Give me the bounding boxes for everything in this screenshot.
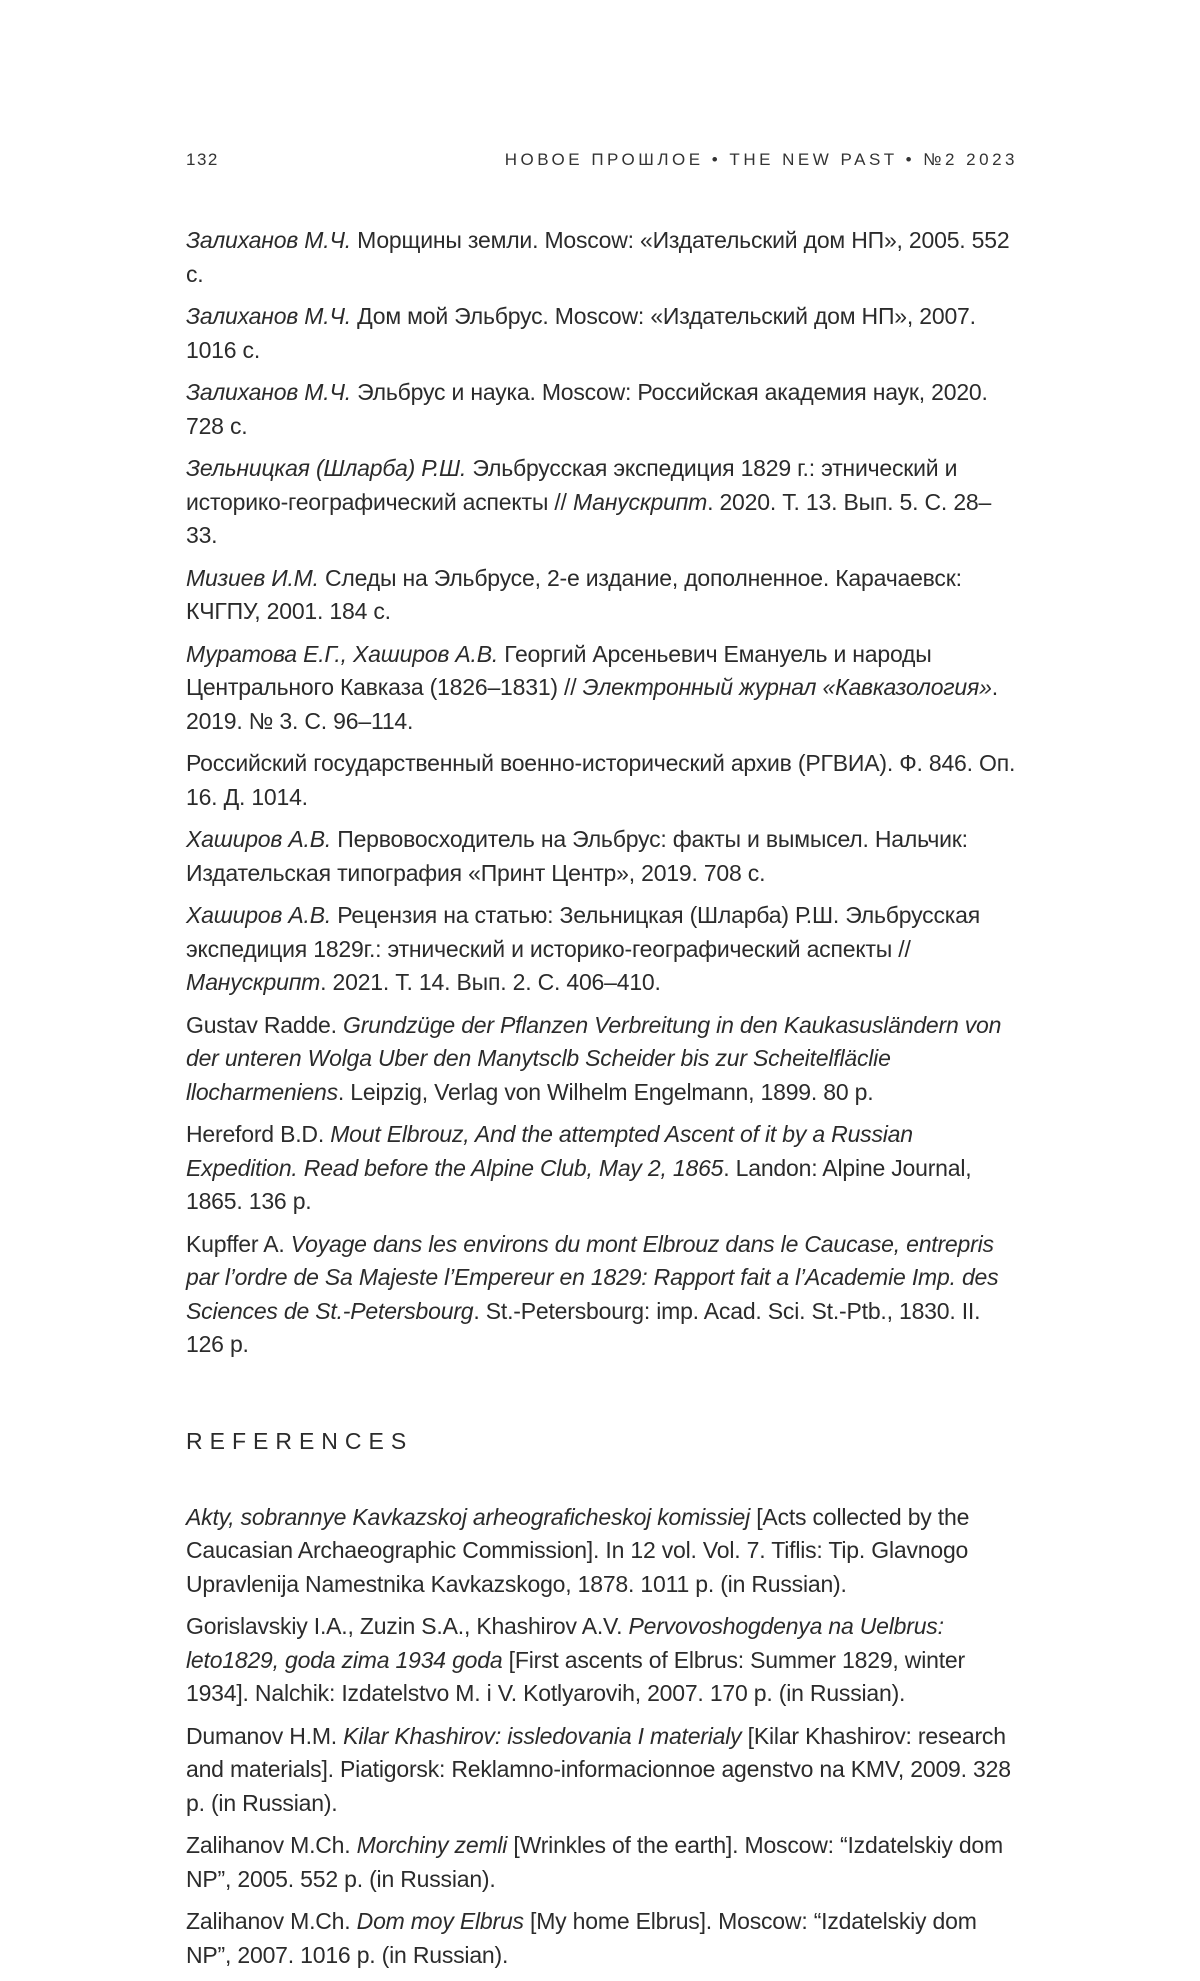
reference-segment-italic: Манускрипт <box>186 969 321 995</box>
reference-segment: Георгий Арсеньевич Емануель и народы Центрального Кавказа (1826–1831) // <box>186 640 932 700</box>
reference-segment-italic: Pervovoshogdenya na Uelbrus: leto1829, goda zima 1934 goda <box>186 1613 944 1673</box>
bibliography-entry <box>186 747 1018 814</box>
journal-running-title: НОВОЕ ПРОШЛОЕ • THE NEW PAST • №2 2023 <box>504 150 1018 169</box>
reference-segment: . 2021. Т. 14. Вып. 2. С. 406–410. <box>320 969 661 995</box>
bibliography-entry <box>186 300 1018 367</box>
page-header <box>186 150 1018 170</box>
reference-segment-italic: Муратова Е.Г., Хаширов А.В. <box>186 640 499 667</box>
reference-segment: Gorislavskiy I.A., Zuzin S.A., Khashirov A.V. <box>186 1613 629 1639</box>
reference-segment: [Kilar Khashirov: research and materials]. Piatigorsk: Reklamno-informacionnoe agenstvo na KMV, 2009. 328 p. (in Russian). <box>186 1722 1011 1816</box>
bibliography-entry <box>186 638 1018 739</box>
reference-segment: [My home Elbrus]. Moscow: “Izdatelskiy dom NP”, 2007. 1016 p. (in Russian). <box>186 1908 977 1968</box>
reference-entry <box>186 1501 1018 1602</box>
reference-segment: [First ascents of Elbrus: Summer 1829, winter 1934]. Nalchik: Izdatelstvo M. i V. Kotlyarovih, 2007. 170 p. (in Russian). <box>186 1646 965 1706</box>
bibliography-entry <box>186 1009 1018 1110</box>
reference-segment-italic: Манускрипт <box>572 488 708 515</box>
reference-segment: Эльбрусская экспедиция 1829 г.: этнический и историко-географический аспекты // <box>186 455 958 515</box>
reference-segment: Следы на Эльбрусе, 2-е издание, дополненное. Карачаевск: КЧГПУ, 2001. 184 с. <box>186 564 962 624</box>
reference-segment: . 2019. № 3. С. 96–114. <box>186 674 998 734</box>
reference-segment-italic: Хаширов А.В. <box>186 902 332 928</box>
reference-entry <box>186 1829 1018 1896</box>
references-heading: REFERENCES <box>186 1427 414 1454</box>
reference-segment: . 2020. Т. 13. Вып. 5. С. 28–33. <box>186 488 992 548</box>
bibliography-entry <box>186 376 1018 443</box>
page-content <box>186 150 1018 1981</box>
reference-segment: Российский государственный военно-исторический архив (РГВИА). Ф. 846. Оп. 16. Д. 1014. <box>186 750 1016 810</box>
reference-segment: Морщины земли. Moscow: «Издательский дом НП», 2005. 552 с. <box>186 227 1010 287</box>
reference-segment: [Acts collected by the Caucasian Archaeographic Commission]. In 12 vol. Vol. 7. Tiflis: Tip. Glavnogo Upravlenija Namestnika Kavkazskogo, 1878. 1011 p. (in Russian). <box>186 1503 970 1597</box>
bibliography-list <box>186 224 1018 1362</box>
reference-segment: Zalihanov M.Ch. <box>186 1908 357 1934</box>
reference-segment: Zalihanov M.Ch. <box>186 1832 357 1858</box>
reference-segment: Эльбрус и наука. Moscow: Российская академия наук, 2020. 728 с. <box>186 379 988 439</box>
bibliography-entry <box>186 823 1018 890</box>
reference-segment-italic: Хаширов А.В. <box>186 826 332 852</box>
bibliography-entry <box>186 1118 1018 1219</box>
reference-segment-italic: Dom moy Elbrus <box>356 1908 524 1934</box>
reference-entry <box>186 1905 1018 1972</box>
reference-segment: . Landon: Alpine Journal, 1865. 136 p. <box>186 1154 972 1214</box>
bibliography-entry <box>186 452 1018 553</box>
reference-segment-italic: Grundzüge der Pflanzen Verbreitung in den Kaukasusländern von der unteren Wolga Uber den Manytsclb Scheider bis zur Scheitelfläclie llocharmeniens <box>186 1011 1002 1105</box>
reference-segment-italic: Kilar Khashirov: issledovania I materialy <box>343 1722 742 1749</box>
reference-segment: . Leipzig, Verlag von Wilhelm Engelmann, 1899. 80 p. <box>337 1078 874 1105</box>
page-number: 132 <box>186 150 219 169</box>
reference-segment-italic: Залиханов М.Ч. <box>186 303 351 329</box>
reference-segment: [Wrinkles of the earth]. Moscow: “Izdatelskiy dom NP”, 2005. 552 p. (in Russian). <box>186 1832 1003 1892</box>
reference-segment: Дом мой Эльбрус. Moscow: «Издательский дом НП», 2007. 1016 с. <box>186 303 976 363</box>
bibliography-entry <box>186 562 1018 629</box>
reference-segment-italic: Залиханов М.Ч. <box>186 227 351 253</box>
reference-segment-italic: Voyage dans les environs du mont Elbrouz dans le Caucase, entrepris par l’ordre de Sa Majeste l’Empereur en 1829: Rapport fait a l’Academie Imp. des Sciences de St.-Petersbourg <box>186 1230 999 1324</box>
reference-segment: Первовосходитель на Эльбрус: факты и вымысел. Нальчик: Издательская типография «Принт Центр», 2019. 708 с. <box>186 826 968 886</box>
reference-segment-italic: Залиханов М.Ч. <box>186 379 351 405</box>
reference-segment: Hereford B.D. <box>186 1121 331 1147</box>
bibliography-entry <box>186 224 1018 291</box>
reference-entry <box>186 1720 1018 1821</box>
reference-segment: Gustav Radde. <box>186 1011 344 1038</box>
reference-segment-italic: Mout Elbrouz, And the attempted Ascent of it by a Russian Expedition. Read before the Alpine Club, May 2, 1865 <box>186 1121 913 1181</box>
reference-segment: Kupffer A. <box>186 1230 291 1257</box>
reference-entry <box>186 1610 1018 1711</box>
reference-segment-italic: Мизиев И.М. <box>186 564 319 591</box>
bibliography-entry <box>186 1228 1018 1362</box>
reference-segment-italic: Зельницкая (Шларба) Р.Ш. <box>186 455 467 481</box>
reference-segment-italic: Morchiny zemli <box>356 1832 508 1858</box>
reference-segment-italic: Электронный журнал «Кавказология» <box>582 674 992 700</box>
reference-segment: Рецензия на статью: Зельницкая (Шларба) Р.Ш. Эльбрусская экспедиция 1829г.: этнический и историко-географический аспекты // <box>186 902 980 962</box>
reference-segment: . St.-Petersbourg: imp. Acad. Sci. St.-Ptb., 1830. II. 126 p. <box>186 1297 981 1357</box>
reference-segment-italic: Akty, sobrannye Kavkazskoj arheograficheskoj komissiej <box>186 1503 751 1530</box>
references-list <box>186 1501 1018 1973</box>
reference-segment: Dumanov H.M. <box>186 1722 344 1749</box>
bibliography-entry <box>186 899 1018 1000</box>
